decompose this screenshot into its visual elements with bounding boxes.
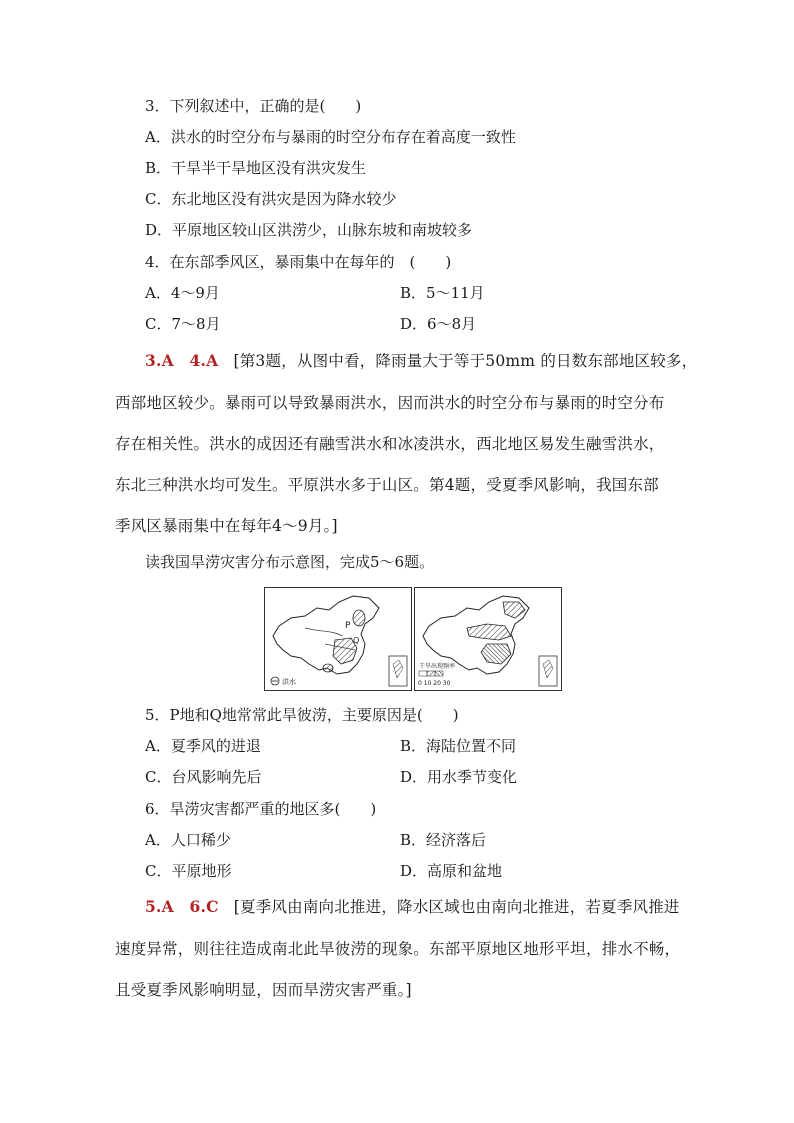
- answer-text: [夏季风由南向北推进，降水区域也由南向北推进，若夏季风推进: [233, 898, 680, 916]
- answer-text: [第3题，从图中看，降雨量大于等于50mm 的日数东部地区较多，: [233, 352, 698, 370]
- q6-option-b: B．经济落后: [400, 831, 487, 849]
- maps-intro: 读我国旱涝灾害分布示意图，完成5～6题。: [145, 553, 435, 571]
- q5-option-d: D．用水季节变化: [400, 768, 518, 786]
- q5-option-b: B．海陆位置不同: [400, 737, 517, 755]
- q6-option-d: D．高原和盆地: [400, 862, 503, 880]
- q5-stem: 5．P地和Q地常常此旱彼涝，主要原因是( ): [145, 706, 459, 724]
- answer-explanation-line: 速度异常，则往往造成南北此旱彼涝的现象。东部平原地区地形平坦，排水不畅，: [115, 940, 681, 958]
- q5-option-c: C．台风影响先后: [145, 768, 262, 786]
- q3-stem: 3．下列叙述中，正确的是( ): [145, 97, 362, 115]
- q3-option-a: A．洪水的时空分布与暴雨的时空分布存在着高度一致性: [145, 128, 516, 146]
- answer-explanation-line: 东北三种洪水均可发生。平原洪水多于山区。第4题，受夏季风影响，我国东部: [115, 476, 659, 494]
- q4-option-a: A．4～9月: [145, 284, 220, 302]
- q3-option-d: D．平原地区较山区洪涝少，山脉东坡和南坡较多: [145, 221, 473, 239]
- label-p: P: [345, 621, 351, 631]
- q4-option-d: D．6～8月: [400, 315, 477, 333]
- q6-option-a: A．人口稀少: [145, 831, 231, 849]
- drought-legend-scale: 0 10 20 30: [418, 680, 451, 687]
- answer-key: 3.A 4.A: [145, 351, 219, 370]
- drought-legend-title: 干旱出现频率: [419, 663, 456, 670]
- answer-explanation-line: [145, 897, 680, 917]
- answer-explanation-line: 存在相关性。洪水的成因还有融雪洪水和冰凌洪水，西北地区易发生融雪洪水，: [115, 435, 665, 453]
- q4-option-c: C．7～8月: [145, 315, 221, 333]
- q6-option-c: C．平原地形: [145, 862, 232, 880]
- q5-option-a: A．夏季风的进退: [145, 737, 261, 755]
- flood-map: [264, 587, 412, 691]
- answer-explanation-line: 且受夏季风影响明显，因而旱涝灾害严重。]: [115, 981, 412, 999]
- q3-option-c: C．东北地区没有洪灾是因为降水较少: [145, 190, 397, 208]
- q4-option-b: B．5～11月: [400, 284, 485, 302]
- answer-key: 5.A 6.C: [145, 897, 219, 916]
- q4-stem: 4．在东部季风区，暴雨集中在每年的 ( ): [145, 253, 452, 271]
- flood-legend: 洪水: [282, 678, 296, 686]
- answer-explanation-line: 西部地区较少。暴雨可以导致暴雨洪水，因而洪水的时空分布与暴雨的时空分布: [115, 394, 665, 412]
- answer-explanation-line: 季风区暴雨集中在每年4～9月。]: [115, 517, 338, 535]
- drought-map: [414, 587, 562, 691]
- q3-option-b: B．干旱半干旱地区没有洪灾发生: [145, 159, 367, 177]
- answer-explanation-line: [145, 351, 697, 371]
- q6-stem: 6．旱涝灾害都严重的地区多( ): [145, 800, 377, 818]
- label-q: Q: [353, 636, 360, 645]
